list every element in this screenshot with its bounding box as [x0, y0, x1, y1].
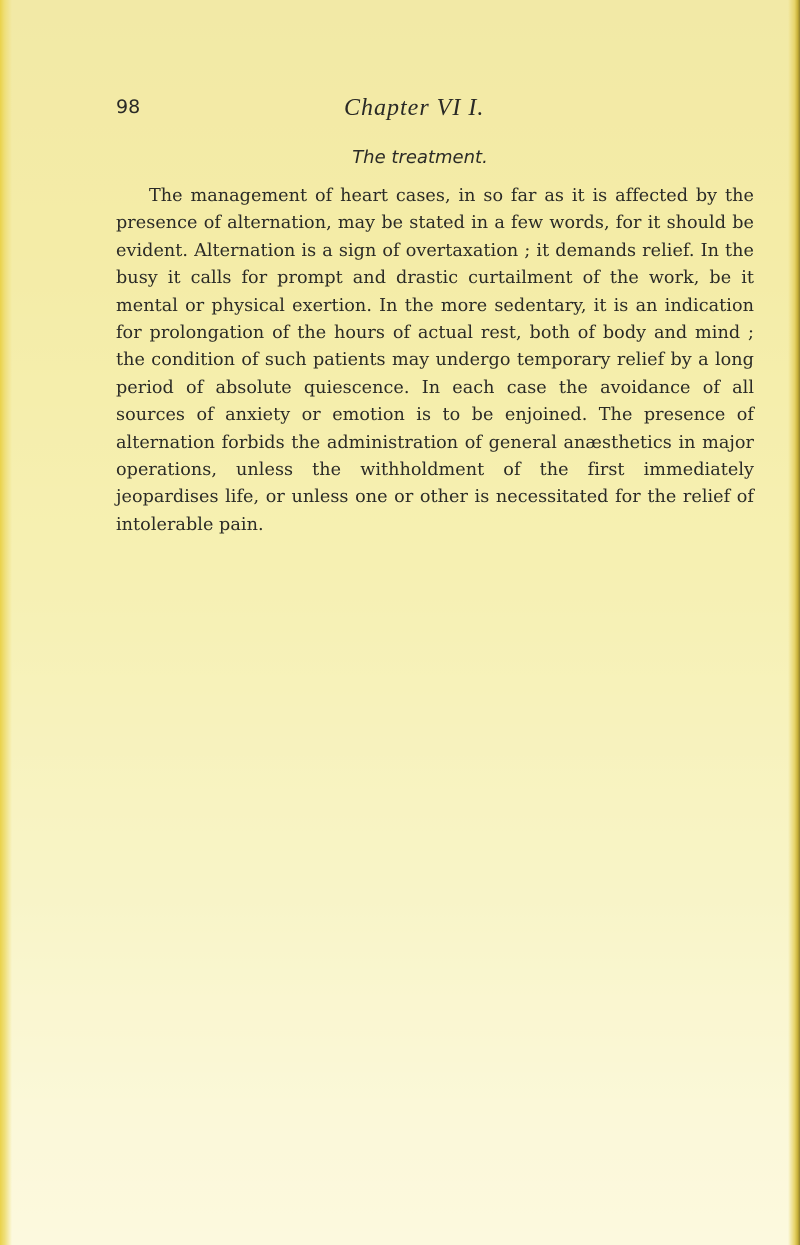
body-paragraph: The management of heart cases, in so far as it is affected by the presence of alternation, may be stated in a few words, for it should be evident. Alternation is a sign of overtaxation ; it demands relief. In the busy it calls for prompt and drastic curtailment of the work, be it mental or physical exertion. In the more sedentary, it is an indication for prolongation of the hours of actual rest, both of body and mind ; the condition of such patients may undergo temporary relief by a long period of absolute quiescence. In each case the avoidance of all sources of anxiety or emotion is to be enjoined. The presence of alternation forbids the administration of general anæsthetics in major operations, unless the withholdment of the first immediately jeopardises life, or unless one or other is necessitated for the relief of intolerable pain. [116, 186, 754, 535]
chapter-title: Chapter VI I. [344, 95, 485, 121]
running-head [0, 96, 800, 126]
page-number: 98 [116, 96, 141, 118]
page-right-edge [788, 0, 800, 1245]
page-left-edge [0, 0, 12, 1245]
section-heading: The treatment. [352, 147, 488, 168]
